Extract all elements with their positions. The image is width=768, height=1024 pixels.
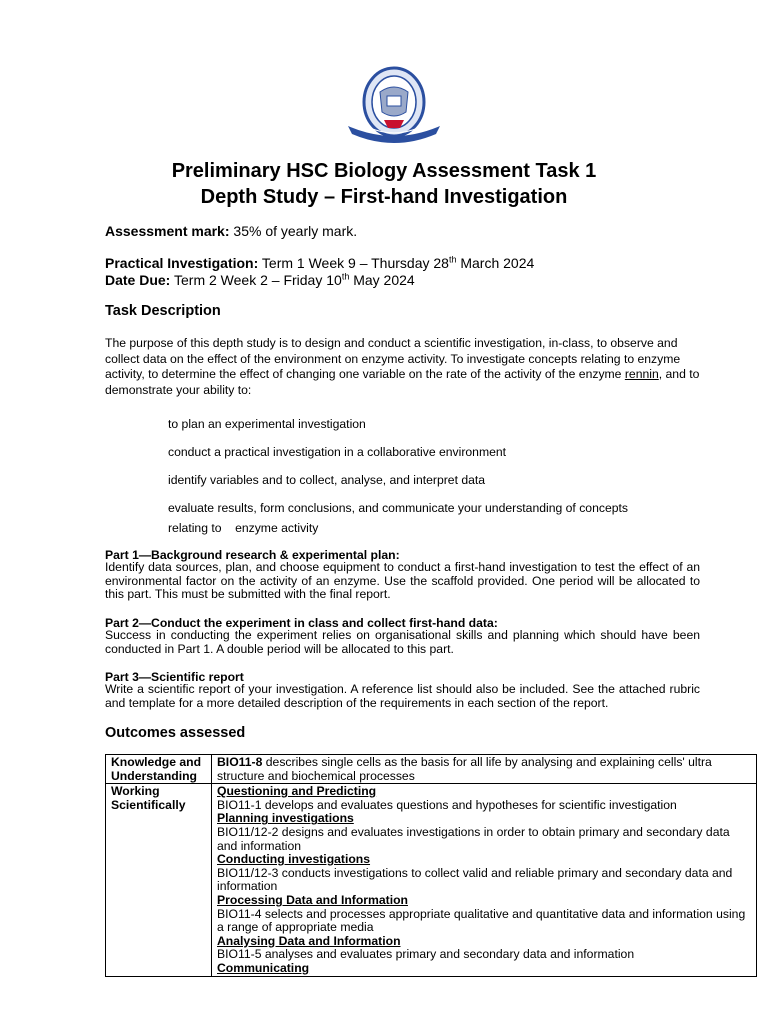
practical-sup: th xyxy=(448,254,457,265)
assessment-mark-label: Assessment mark: xyxy=(105,223,230,239)
outcomes-table xyxy=(105,754,757,977)
bullet-item-continuation: relating to enzyme activity xyxy=(168,521,319,535)
ws-heading: Planning investigations xyxy=(217,811,354,826)
bullet-item: evaluate results, form conclusions, and communicate your understanding of concepts xyxy=(168,501,628,515)
rennin-term: rennin xyxy=(624,367,659,381)
table-row xyxy=(106,784,757,976)
date-due-line xyxy=(105,272,415,289)
row-label: Working Scientifically xyxy=(106,784,212,976)
practical-label: Practical Investigation: xyxy=(105,255,259,271)
practical-investigation-line xyxy=(105,255,534,272)
task-para-end: , and to demonstrate your ability to: xyxy=(105,367,700,397)
assessment-mark-line xyxy=(105,223,357,240)
practical-value-b: March 2024 xyxy=(456,255,535,271)
row-content xyxy=(212,784,757,976)
part-2-body: Success in conducting the experiment relies on organisational skills and planning which should have been conducted in Part 1. A double period will be allocated to this part. xyxy=(105,628,700,656)
ws-heading: Analysing Data and Information xyxy=(217,933,401,948)
task-description-heading: Task Description xyxy=(105,303,221,319)
due-value-b: May 2024 xyxy=(349,272,415,288)
practical-value-a: Term 1 Week 9 – Thursday 28 xyxy=(261,255,449,271)
due-sup: th xyxy=(341,271,350,282)
ws-text: BIO11-5 analyses and evaluates primary and secondary data and information xyxy=(217,947,635,962)
due-label: Date Due: xyxy=(105,272,171,288)
ws-text: BIO11-1 develops and evaluates questions and hypotheses for scientific investigation xyxy=(217,797,677,812)
outcomes-heading: Outcomes assessed xyxy=(105,725,246,741)
assessment-mark-value: 35% of yearly mark. xyxy=(233,223,358,239)
bullet-item: identify variables and to collect, analyse, and interpret data xyxy=(168,473,486,487)
outcome-text: describes single cells as the basis for all life by analysing and explaining cells' ultra structure and biochemical processes xyxy=(217,755,712,783)
task-para-text: The purpose of this depth study is to design and conduct a scientific investigation, in-class, to observe and collect data on the effect of the environment on enzyme activity. To investigate concepts relating to enzyme activity, to determine the effect of changing one variable on the rate of the activity of the enzyme xyxy=(105,336,681,381)
part-1-title: Part 1—Background research & experimental plan: xyxy=(105,548,400,562)
ws-text: BIO11/12-2 designs and evaluates investigations in order to obtain primary and secondary data and information xyxy=(217,824,730,853)
ws-heading: Processing Data and Information xyxy=(217,892,408,907)
part-3-title: Part 3—Scientific report xyxy=(105,670,244,684)
row-label: Knowledge and Understanding xyxy=(106,755,212,784)
part-1-body: Identify data sources, plan, and choose equipment to conduct a first-hand investigation to test the effect of an environmental factor on the activity of an enzyme. Use the scaffold provided. One period will be allocated to this part. This must be submitted with the final report. xyxy=(105,560,700,602)
ws-text: BIO11-4 selects and processes appropriate qualitative and quantitative data and information using a range of appropriate media xyxy=(217,906,746,935)
bullet-item: to plan an experimental investigation xyxy=(168,417,366,431)
task-description-paragraph xyxy=(105,336,705,398)
ws-heading: Conducting investigations xyxy=(217,852,371,867)
ws-heading: Questioning and Predicting xyxy=(217,784,377,799)
ws-text: BIO11/12-3 conducts investigations to collect valid and reliable primary and secondary data and information xyxy=(217,865,733,894)
due-value-a: Term 2 Week 2 – Friday 10 xyxy=(174,272,342,288)
page-title: Preliminary HSC Biology Assessment Task 1 xyxy=(171,160,597,182)
row-content xyxy=(212,755,757,784)
bullet-item: conduct a practical investigation in a collaborative environment xyxy=(168,445,507,459)
outcome-code: BIO11-8 xyxy=(217,755,263,769)
ws-heading: Communicating xyxy=(217,960,310,975)
part-3-body: Write a scientific report of your investigation. A reference list should also be included. See the attached rubric and template for a more detailed description of the requirements in each section of the report. xyxy=(105,682,700,710)
table-row xyxy=(106,755,757,784)
page-subtitle: Depth Study – First-hand Investigation xyxy=(200,186,568,208)
school-crest-icon xyxy=(340,62,448,148)
part-2-title: Part 2—Conduct the experiment in class and collect first-hand data: xyxy=(105,616,498,630)
